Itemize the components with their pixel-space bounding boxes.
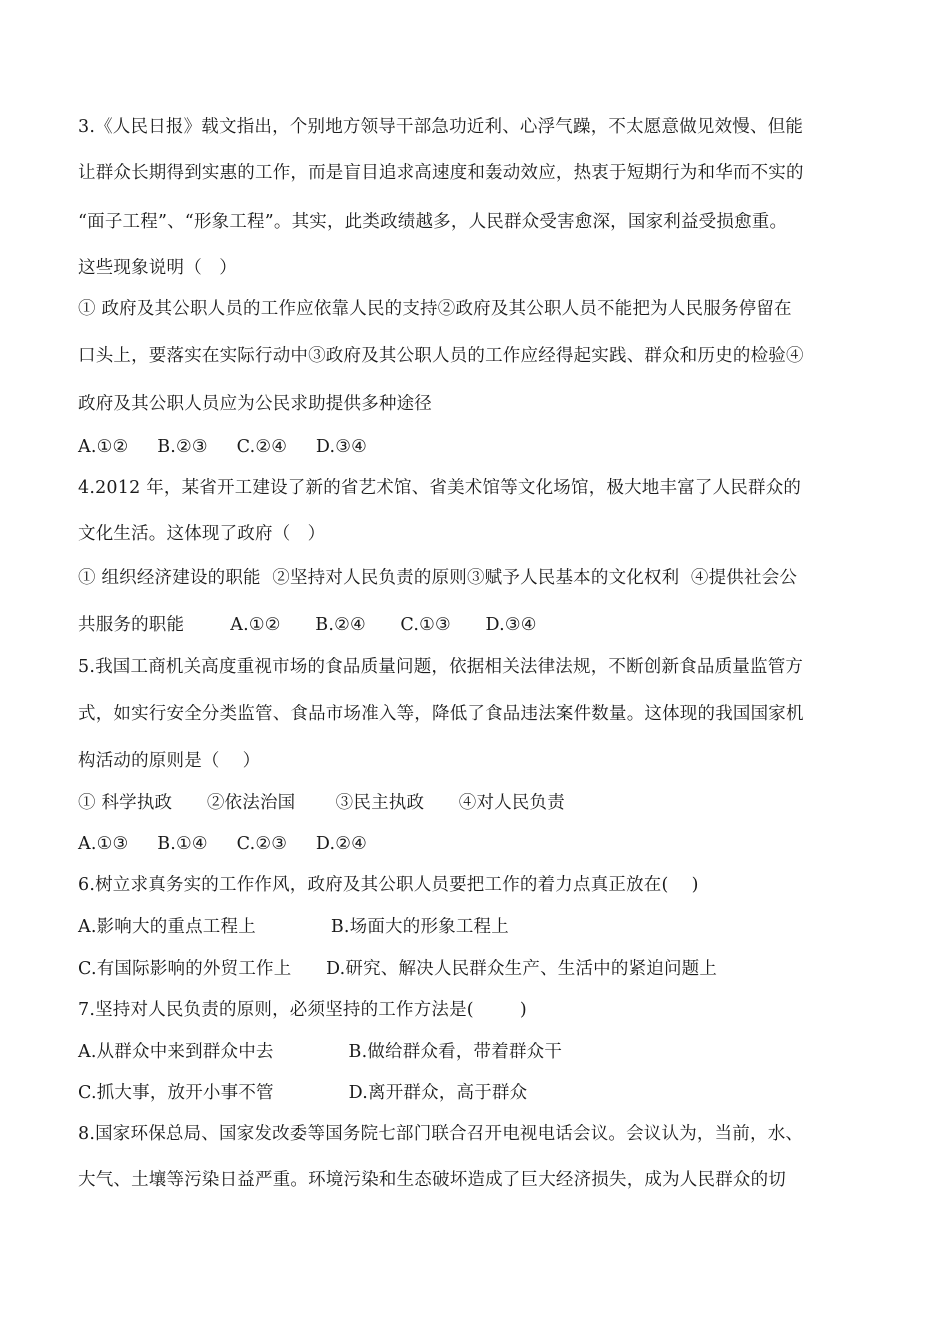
q3-stem-line-1: 3.《人民日报》载文指出，个别地方领导干部急功近利、心浮气躁，不太愿意做见效慢、但能 (78, 117, 804, 137)
q3-statements-line-3: 政府及其公职人员应为公民求助提供多种途径 (78, 394, 432, 414)
q8-stem-line-2: 大气、土壤等污染日益严重。环境污染和生态破坏造成了巨大经济损失，成为人民群众的切 (78, 1170, 786, 1190)
q4-stem-line-2: 文化生活。这体现了政府（ ） (78, 524, 326, 544)
q3-stem-line-4: 这些现象说明（ ） (78, 258, 237, 278)
q3-statements-line-1: ① 政府及其公职人员的工作应依靠人民的支持②政府及其公职人员不能把为人民服务停留在 (78, 299, 792, 319)
q3-stem-line-3: “面子工程”、“形象工程”。其实，此类政绩越多，人民群众受害愈深，国家利益受损愈重。 (78, 212, 788, 232)
q4-statements-line-1: ① 组织经济建设的职能 ②坚持对人民负责的原则③赋予人民基本的文化权利 ④提供社会公 (78, 568, 798, 588)
q6-stem: 6.树立求真务实的工作作风，政府及其公职人员要把工作的着力点真正放在( ) (78, 875, 699, 895)
q4-stem-line-1: 4.2012 年，某省开工建设了新的省艺术馆、省美术馆等文化场馆，极大地丰富了人民群众的 (78, 478, 802, 498)
q7-options-ab: A.从群众中来到群众中去 B.做给群众看，带着群众干 (78, 1042, 563, 1062)
q7-options-cd: C.抓大事，放开小事不管 D.离开群众，高于群众 (78, 1083, 528, 1103)
q5-stem-line-2: 式，如实行安全分类监管、食品市场准入等，降低了食品违法案件数量。这体现的我国国家机 (78, 704, 804, 724)
q4-statements-and-options: 共服务的职能 A.①② B.②④ C.①③ D.③④ (78, 615, 537, 635)
q5-statements: ① 科学执政 ②依法治国 ③民主执政 ④对人民负责 (78, 793, 565, 813)
q3-stem-line-2: 让群众长期得到实惠的工作，而是盲目追求高速度和轰动效应，热衷于短期行为和华而不实的 (78, 163, 804, 183)
q5-stem-line-3: 构活动的原则是（ ） (78, 751, 261, 771)
q7-stem: 7.坚持对人民负责的原则，必须坚持的工作方法是( ) (78, 1000, 527, 1020)
q3-statements-line-2: 口头上，要落实在实际行动中③政府及其公职人员的工作应经得起实践、群众和历史的检验④ (78, 346, 804, 366)
q5-options: A.①③ B.①④ C.②③ D.②④ (78, 834, 368, 854)
q6-options-ab: A.影响大的重点工程上 B.场面大的形象工程上 (78, 917, 509, 937)
q6-options-cd: C.有国际影响的外贸工作上 D.研究、解决人民群众生产、生活中的紧迫问题上 (78, 959, 718, 979)
q5-stem-line-1: 5.我国工商机关高度重视市场的食品质量问题，依据相关法律法规，不断创新食品质量监管方 (78, 657, 804, 677)
q3-options: A.①② B.②③ C.②④ D.③④ (78, 437, 368, 457)
q8-stem-line-1: 8.国家环保总局、国家发改委等国务院七部门联合召开电视电话会议。会议认为，当前，水、 (78, 1124, 804, 1144)
